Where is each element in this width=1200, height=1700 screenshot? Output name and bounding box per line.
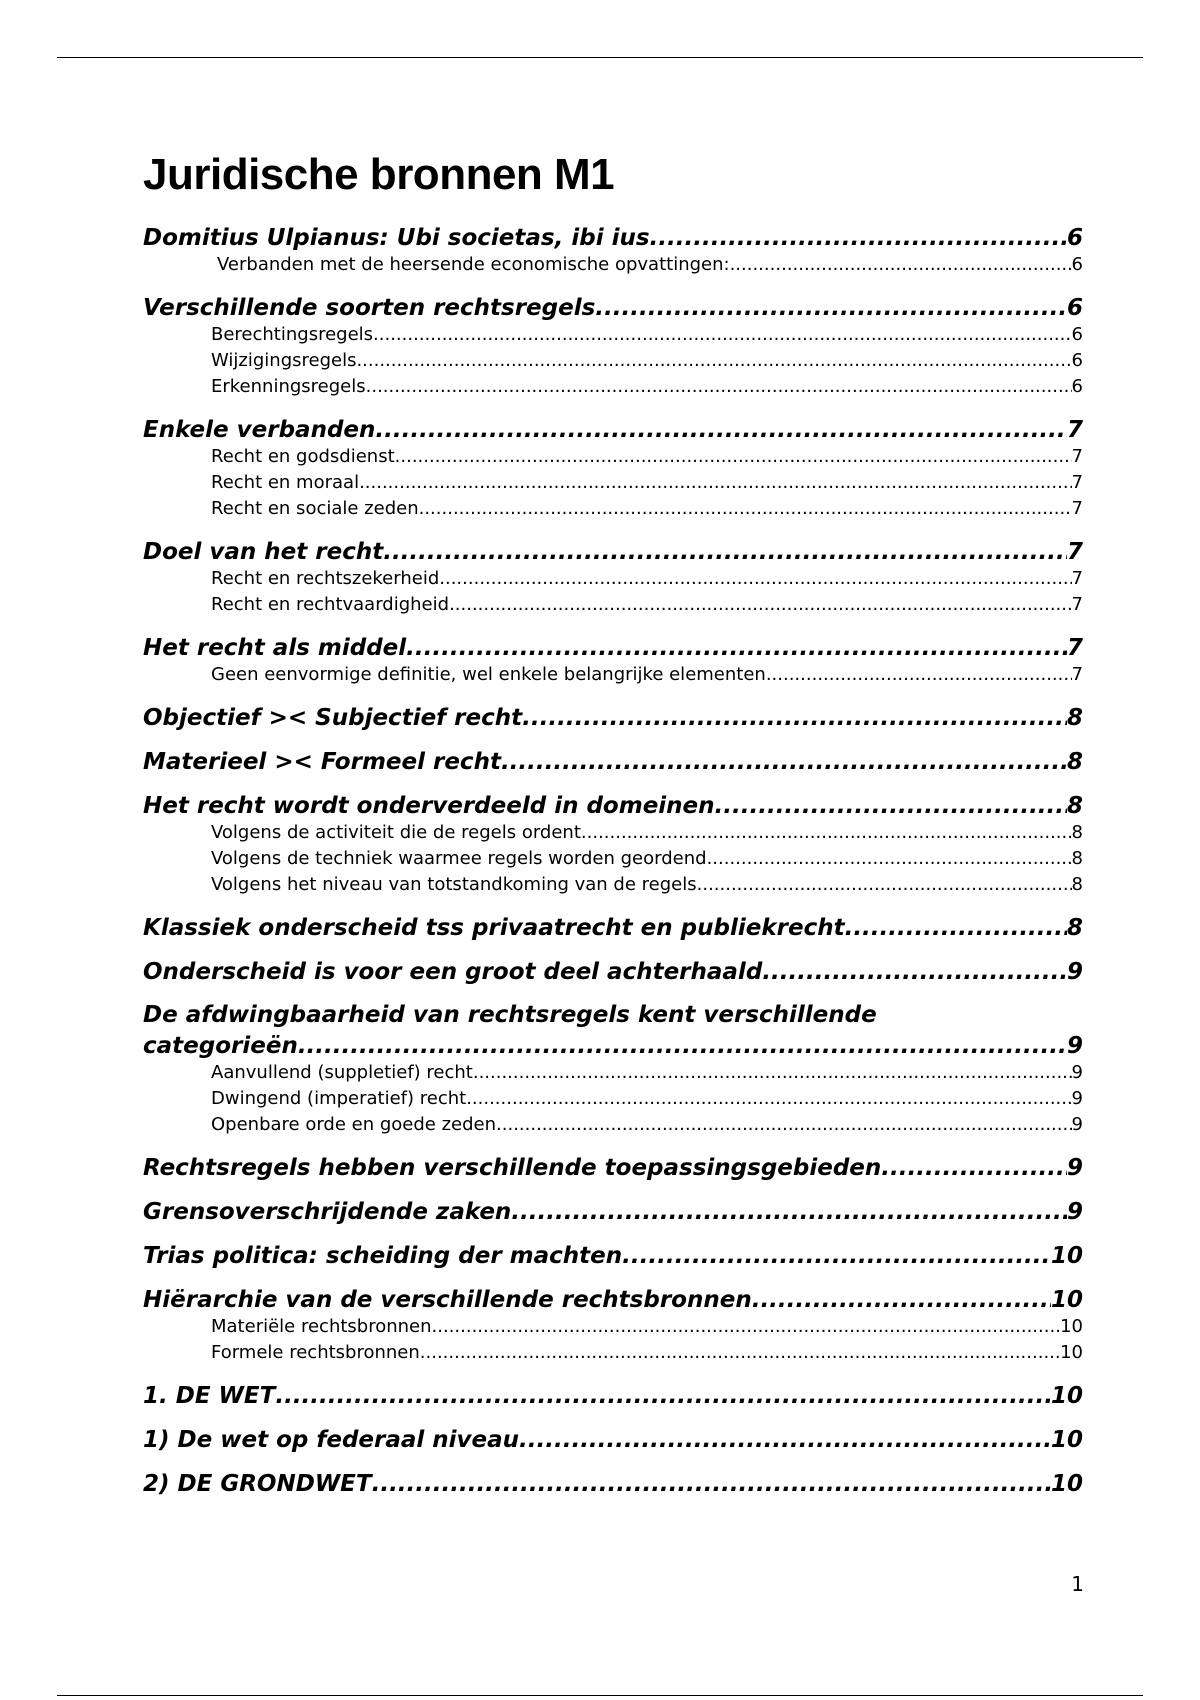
- toc-entry-page: 6: [1066, 225, 1083, 251]
- toc-entry-title-continued: categorieën: [143, 1033, 298, 1059]
- toc-entry[interactable]: [143, 416, 1083, 444]
- toc-subentry-title: Volgens de techniek waarmee regels worden geordend: [211, 848, 707, 869]
- toc-subentry-title: Recht en moraal: [211, 472, 360, 493]
- toc-subentry[interactable]: [143, 470, 1083, 496]
- toc-subentry-page: 7: [1071, 498, 1083, 519]
- toc-subentry-page: 6: [1071, 350, 1083, 371]
- toc-subentry-page: 9: [1071, 1088, 1083, 1109]
- toc-entry-title: Enkele verbanden: [143, 417, 376, 443]
- toc-entry-page: 9: [1066, 959, 1083, 985]
- toc-subentry-page: 6: [1071, 376, 1083, 397]
- toc-entry-title: Hiërarchie van de verschillende rechtsbronnen: [143, 1287, 752, 1313]
- toc-subentry[interactable]: [143, 1060, 1083, 1086]
- header-rule: [57, 57, 1143, 58]
- toc-entry-page: 7: [1066, 635, 1083, 661]
- toc-entry-title: Onderscheid is voor een groot deel achterhaald: [143, 959, 763, 985]
- toc-entry-page: 8: [1066, 749, 1083, 775]
- toc-subentry[interactable]: [143, 374, 1083, 400]
- toc-subentry-page: 9: [1071, 1114, 1083, 1135]
- toc-subentry[interactable]: [143, 1314, 1083, 1340]
- toc-entry-title: Grensoverschrijdende zaken: [143, 1199, 512, 1225]
- toc-entry-title: 1. DE WET: [143, 1383, 276, 1409]
- toc-subentry-page: 8: [1071, 848, 1083, 869]
- toc-subentry-title: Geen eenvormige definitie, wel enkele belangrijke elementen: [211, 664, 766, 685]
- toc-entry-title: 1) De wet op federaal niveau: [143, 1427, 520, 1453]
- toc-subentry-page: 7: [1071, 446, 1083, 467]
- toc-entry[interactable]: [143, 1382, 1083, 1410]
- toc-entry-page: 10: [1050, 1243, 1083, 1269]
- toc-entry-page: 8: [1066, 793, 1083, 819]
- toc-entry-title: De afdwingbaarheid van rechtsregels kent verschillende: [143, 1002, 877, 1028]
- toc-entry[interactable]: [143, 999, 1083, 1060]
- toc-entry-page: 7: [1066, 417, 1083, 443]
- toc-entry-page: 10: [1050, 1471, 1083, 1497]
- toc-entry-title: Doel van het recht: [143, 539, 384, 565]
- toc-subentry-title: Volgens het niveau van totstandkoming van de regels: [211, 874, 697, 895]
- table-of-contents: [143, 224, 1083, 1498]
- toc-subentry[interactable]: [143, 1086, 1083, 1112]
- toc-entry-title: Domitius Ulpianus: Ubi societas, ibi ius: [143, 225, 650, 251]
- toc-entry[interactable]: [143, 914, 1083, 942]
- toc-subentry-title: Recht en rechtszekerheid: [211, 568, 440, 589]
- toc-subentry-page: 10: [1060, 1316, 1083, 1337]
- toc-subentry-title: Recht en rechtvaardigheid: [211, 594, 450, 615]
- toc-entry-page: 7: [1066, 539, 1083, 565]
- toc-entry-title: Materieel >< Formeel recht: [143, 749, 501, 775]
- toc-subentry-page: 7: [1071, 664, 1083, 685]
- toc-entry[interactable]: [143, 1242, 1083, 1270]
- toc-entry-page: 9: [1066, 1155, 1083, 1181]
- toc-subentry-page: 6: [1071, 324, 1083, 345]
- toc-subentry[interactable]: [143, 846, 1083, 872]
- toc-subentry-title: Recht en sociale zeden: [211, 498, 419, 519]
- toc-entry-title: Trias politica: scheiding der machten: [143, 1243, 623, 1269]
- toc-entry-page: 8: [1066, 705, 1083, 731]
- toc-subentry-title: Wijzigingsregels: [211, 350, 357, 371]
- toc-entry[interactable]: [143, 792, 1083, 820]
- toc-subentry[interactable]: [143, 592, 1083, 618]
- toc-subentry-title: Recht en godsdienst: [211, 446, 395, 467]
- toc-entry[interactable]: [143, 704, 1083, 732]
- toc-subentry-page: 8: [1071, 822, 1083, 843]
- toc-subentry-page: 8: [1071, 874, 1083, 895]
- toc-entry[interactable]: [143, 294, 1083, 322]
- toc-entry-title: Objectief >< Subjectief recht: [143, 705, 523, 731]
- toc-subentry-title: Dwingend (imperatief) recht: [211, 1088, 467, 1109]
- page-number: 1: [1071, 1572, 1084, 1596]
- toc-subentry[interactable]: [143, 820, 1083, 846]
- toc-entry-title: Verschillende soorten rechtsregels: [143, 295, 596, 321]
- toc-entry-page: 6: [1066, 295, 1083, 321]
- toc-subentry[interactable]: [143, 444, 1083, 470]
- toc-entry[interactable]: [143, 748, 1083, 776]
- toc-subentry-title: Aanvullend (suppletief) recht: [211, 1062, 473, 1083]
- toc-entry-title: 2) DE GRONDWET: [143, 1471, 372, 1497]
- toc-subentry-page: 9: [1071, 1062, 1083, 1083]
- toc-entry[interactable]: [143, 1198, 1083, 1226]
- toc-subentry-page: 7: [1071, 594, 1083, 615]
- toc-subentry-page: 7: [1071, 568, 1083, 589]
- toc-subentry-title: Materiële rechtsbronnen: [211, 1316, 432, 1337]
- toc-subentry-title: Verbanden met de heersende economische opvattingen:: [217, 254, 730, 275]
- toc-entry-page: 8: [1066, 915, 1083, 941]
- toc-entry[interactable]: [143, 1286, 1083, 1314]
- toc-entry[interactable]: [143, 1470, 1083, 1498]
- toc-subentry[interactable]: [143, 1340, 1083, 1366]
- toc-entry-page: 10: [1050, 1427, 1083, 1453]
- toc-subentry[interactable]: [143, 252, 1083, 278]
- toc-entry[interactable]: [143, 1154, 1083, 1182]
- toc-subentry-title: Openbare orde en goede zeden: [211, 1114, 497, 1135]
- toc-subentry-page: 6: [1071, 254, 1083, 275]
- toc-entry[interactable]: [143, 958, 1083, 986]
- toc-subentry-title: Volgens de activiteit die de regels ordent: [211, 822, 581, 843]
- toc-subentry[interactable]: [143, 322, 1083, 348]
- toc-subentry[interactable]: [143, 348, 1083, 374]
- toc-entry[interactable]: [143, 224, 1083, 252]
- footer-rule: [57, 1695, 1143, 1696]
- toc-entry-title: Het recht wordt onderverdeeld in domeinen: [143, 793, 715, 819]
- toc-entry[interactable]: [143, 1426, 1083, 1454]
- toc-entry-title: Rechtsregels hebben verschillende toepassingsgebieden: [143, 1155, 882, 1181]
- toc-subentry[interactable]: [143, 872, 1083, 898]
- toc-subentry-title: Erkenningsregels: [211, 376, 366, 397]
- toc-subentry-title: Berechtingsregels: [211, 324, 374, 345]
- toc-subentry-title: Formele rechtsbronnen: [211, 1342, 420, 1363]
- toc-entry-title: Klassiek onderscheid tss privaatrecht en publiekrecht: [143, 915, 845, 941]
- toc-subentry[interactable]: [143, 662, 1083, 688]
- toc-entry-page: 9: [1066, 1199, 1083, 1225]
- toc-entry[interactable]: [143, 538, 1083, 566]
- toc-subentry-page: 7: [1071, 472, 1083, 493]
- toc-entry-page: 10: [1050, 1287, 1083, 1313]
- toc-subentry-page: 10: [1060, 1342, 1083, 1363]
- toc-entry[interactable]: [143, 634, 1083, 662]
- toc-subentry[interactable]: [143, 496, 1083, 522]
- document-title: Juridische bronnen M1: [143, 150, 615, 199]
- toc-entry-page: 9: [1066, 1033, 1083, 1059]
- toc-subentry[interactable]: [143, 1112, 1083, 1138]
- toc-entry-title: Het recht als middel: [143, 635, 407, 661]
- toc-entry-page: 10: [1050, 1383, 1083, 1409]
- toc-subentry[interactable]: [143, 566, 1083, 592]
